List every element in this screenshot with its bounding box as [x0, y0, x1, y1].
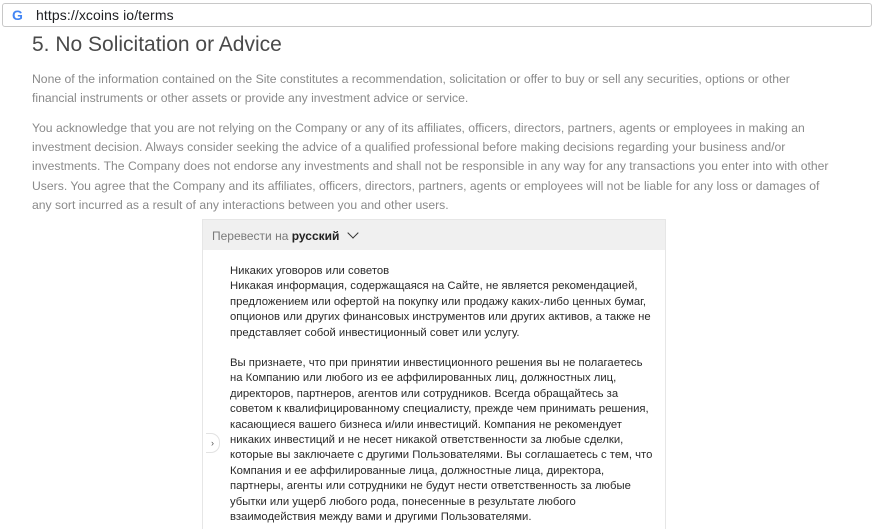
section-paragraph-2: You acknowledge that you are not relying on the Company or any of its affiliates, officers, directors, partners, agents or employees in making an investment decision. Always consider seeking the advice of a qualified professional before making decisions regarding your business and/or investments. The Company does not endorse any investments and shall not be responsible in any way for any transactions you enter into with other Users. You agree that the Company and its affiliates, officers, directors, partners, agents or employees will not be liable for any loss or damages of any sort incurred as a result of any interactions between you and other users.	[32, 121, 829, 212]
translate-language[interactable]: русский	[291, 229, 340, 243]
translate-label: Перевести на	[212, 229, 289, 243]
chevron-down-icon[interactable]	[347, 227, 358, 238]
browser-address-bar	[0, 0, 877, 30]
terms-section	[32, 32, 842, 212]
url-text[interactable]: https://xcoins io/terms	[36, 7, 174, 23]
section-heading: 5. No Solicitation or Advice	[32, 33, 282, 56]
google-g-icon: G	[12, 7, 23, 23]
translation-paragraph-2: Вы признаете, что при принятии инвестиционного решения вы не полагаетесь на Компанию или любого из ее аффилированных лиц, должностных лиц, директоров, партнеров, агентов или сотрудников. Всегда обращайтесь за советом к квалифицированному специалисту, прежде чем принимать решения, касающиеся вашего бизнеса и/или инвестиций. Компания не рекомендует никаких инвестиций и не несет никакой ответственности за любые сделки, которые вы заключаете с другими Пользователями. Вы соглашаетесь с тем, что Компания и ее аффилированные лица, должностные лица, директора, партнеры, агенты или сотрудники не будут нести ответственность за любые убытки или ущерб любого рода, понесенные в результате любого взаимодействия между вами и другими Пользователями.	[230, 357, 653, 524]
translation-paragraph-1: Никаких уговоров или советов Никакая информация, содержащаяся на Сайте, не является рекомендацией, предложением или офертой на покупку или продажу каких-либо ценных бумаг, опционов или других финансовых инструментов или других активов, а также не представляет собой инвестиционный совет или услугу.	[230, 265, 651, 339]
translate-language-selector[interactable]	[203, 220, 665, 250]
translate-popup	[203, 220, 665, 529]
url-field[interactable]	[2, 3, 872, 27]
expand-chevron-icon[interactable]: ›	[206, 433, 220, 453]
translation-text	[230, 264, 658, 526]
section-paragraph-1: None of the information contained on the Site constitutes a recommendation, solicitation or offer to buy or sell any securities, options or other financial instruments or other assets or provide any investment advice or service.	[32, 72, 790, 106]
